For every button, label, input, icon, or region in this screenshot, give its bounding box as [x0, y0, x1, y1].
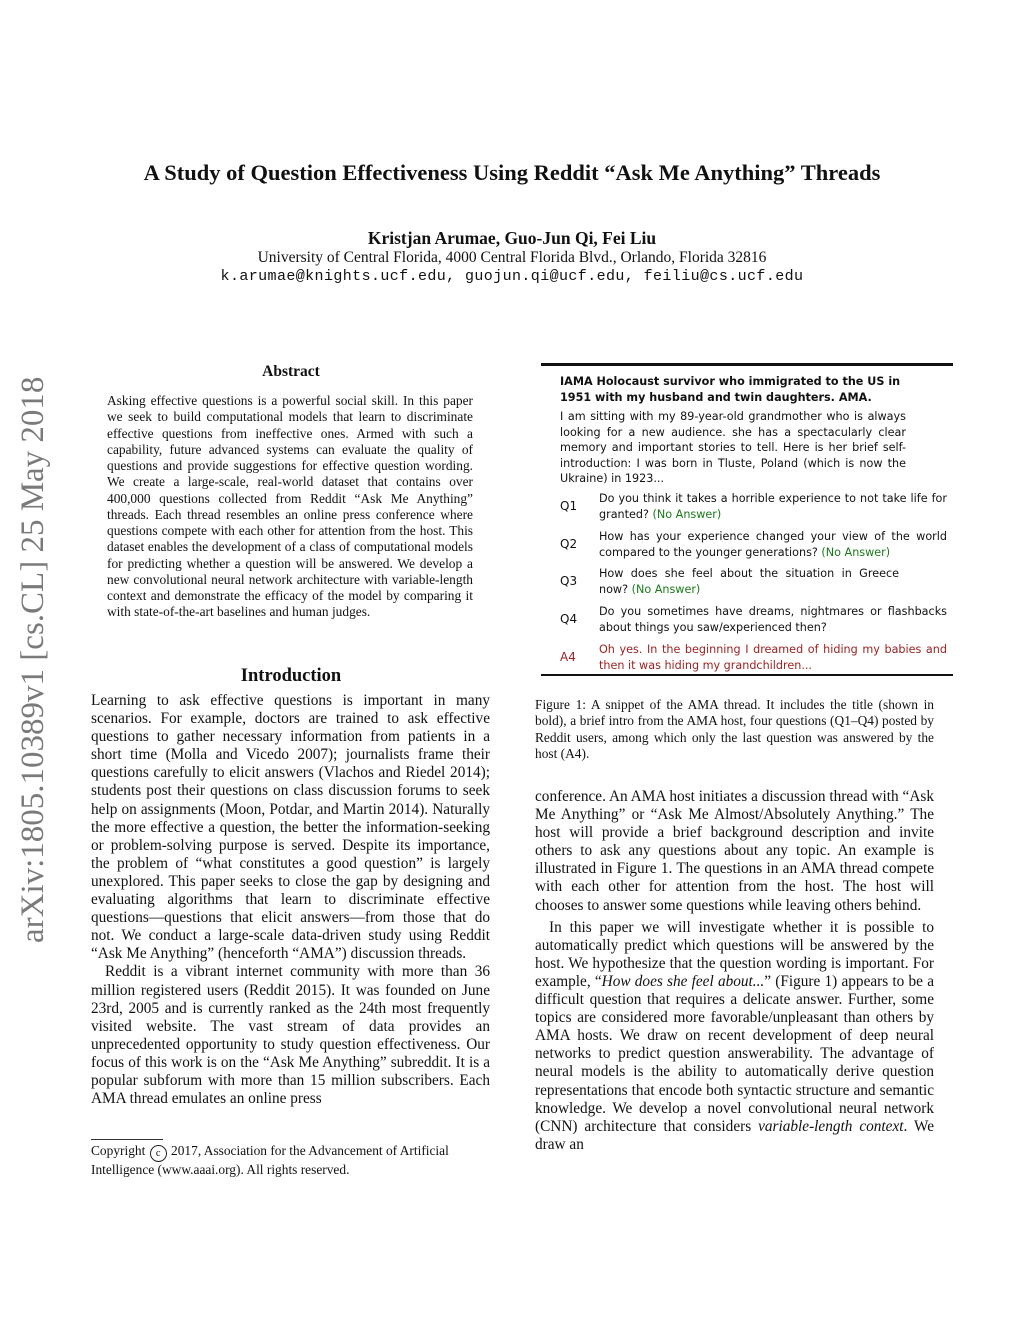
- question-label-q2: Q2: [560, 537, 578, 551]
- q3-no-answer-tag: (No Answer): [631, 582, 701, 596]
- q1-text: Do you think it takes a horrible experience to not take life for granted?: [599, 492, 947, 521]
- left-column-body: [91, 692, 490, 1108]
- abstract-heading: Abstract: [262, 363, 320, 380]
- answer-label-a4: A4: [560, 650, 576, 664]
- arxiv-identifier: arXiv:1805.10389v1 [cs.CL] 25 May 2018: [15, 376, 51, 943]
- p4-part-c: . We draw an: [535, 1117, 934, 1153]
- paper-title: A Study of Question Effectiveness Using Reddit “Ask Me Anything” Threads: [143, 160, 881, 185]
- paper-emails: k.arumae@knights.ucf.edu, guojun.qi@ucf.edu, feiliu@cs.ucf.edu: [220, 268, 804, 285]
- intro-paragraph-1: Learning to ask effective questions is important in many scenarios. For example, doctors are trained to ask effective questions to gather necessary information from patients in a short time (Molla and Vicedo 2007); journalists frame their questions carefully to elicit answers (Vlachos and Riedel 2014); students post their questions on class discussion forums to seek help on assignments (Moon, Potdar, and Martin 2014). Naturally the more effective a question, the better the information-seeking or problem-solving purpose is served. Despite its importance, the problem of “what constitutes a good question” is largely unexplored. This paper seeks to close the gap by designing and evaluating algorithms that learn to discriminate effective questions—questions that elicit answers—from those that do not. We conduct a large-scale data-driven study using Reddit “Ask Me Anything” (henceforth “AMA”) discussion threads.: [91, 692, 490, 963]
- question-label-q3: Q3: [560, 574, 578, 588]
- q4-text: Do you sometimes have dreams, nightmares or flashbacks about things you saw/experienced then?: [599, 605, 947, 634]
- ama-host-intro: I am sitting with my 89-year-old grandmother who is always looking for a new audience. she has a spectacularly clear memory and important stories to tell. Here is her brief self-introduction: I was born in Tluste, Poland (which is now the Ukraine) in 1923...: [560, 410, 906, 486]
- right-column-body: [535, 788, 934, 1154]
- copyright-symbol: c: [150, 1145, 167, 1162]
- p4-italic-quote: How does she feel about...: [601, 972, 765, 990]
- q2-no-answer-tag: (No Answer): [821, 545, 891, 559]
- copyright-footnote: [91, 1143, 490, 1179]
- paper-authors: Kristjan Arumae, Guo-Jun Qi, Fei Liu: [367, 228, 657, 248]
- introduction-heading: Introduction: [240, 666, 342, 686]
- p4-italic-term: variable-length context: [758, 1117, 904, 1135]
- footnote-pre: Copyright: [91, 1143, 146, 1158]
- intro-paragraph-2: Reddit is a vibrant internet community with more than 36 million registered users (Reddit 2015). It was founded on June 23rd, 2005 and is currently ranked as the 24th most frequently visited website. The vast stream of data provides an unprecedented opportunity to study question effectiveness. Our focus of this work is on the “Ask Me Anything” subreddit. It is a popular subforum with more than 15 million subscribers. Each AMA thread emulates an online press: [91, 963, 490, 1108]
- question-text-q4: [599, 604, 947, 635]
- question-text-q2: [599, 529, 947, 560]
- question-label-q1: Q1: [560, 499, 578, 513]
- paper-affiliation: University of Central Florida, 4000 Central Florida Blvd., Orlando, Florida 32816: [257, 249, 767, 266]
- p4-part-b: ” (Figure 1) appears to be a difficult question that requires a delicate answer. Further, some topics are considered more favorable/unpleasant than others by AMA hosts. We draw on recent development of deep neural networks to predict question answerability. The advantage of neural models is the ability to automatically derive question representations that encode both syntactic structure and semantic knowledge. We develop a novel convolutional neural network (CNN) architecture that considers: [535, 972, 934, 1135]
- p4-part-a: In this paper we will investigate whether it is possible to automatically predict which questions will be answered by the host. We hypothesize that the question wording is important. For example, “: [535, 918, 934, 990]
- abstract-body: Asking effective questions is a powerful social skill. In this paper we seek to build computational models that learn to discriminate effective questions from ineffective ones. Armed with such a capability, future advanced systems can evaluate the quality of questions and provide suggestions for effective question wording. We create a large-scale, real-world dataset that contains over 400,000 questions collected from Reddit “Ask Me Anything” threads. Each thread resembles an online press conference where questions compete with each other for attention from the host. This dataset enables the development of a class of computational models for predicting whether a question will be answered. We develop a new convolutional neural network architecture with variable-length context and demonstrate the efficacy of the model by comparing it with state-of-the-art baselines and human judges.: [107, 393, 473, 620]
- footnote-post: 2017, Association for the Advancement of Artificial Intelligence (www.aaai.org). All rights reserved.: [91, 1143, 449, 1177]
- figure-1-box: [541, 363, 953, 676]
- q1-no-answer-tag: (No Answer): [652, 507, 722, 521]
- question-text-q3: [599, 566, 899, 597]
- question-label-q4: Q4: [560, 612, 578, 626]
- intro-paragraph-4: [535, 919, 934, 1154]
- question-text-q1: [599, 491, 947, 522]
- q2-text: How has your experience changed your view of the world compared to the younger generations?: [599, 530, 947, 559]
- intro-paragraph-3: conference. An AMA host initiates a discussion thread with “Ask Me Anything” or “Ask Me Almost/Absolutely Anything.” The host will provide a brief background description and invite others to ask any questions about any topic. An example is illustrated in Figure 1. The questions in an AMA thread compete with each other for attention from the host. The host will chooses to answer some questions while leaving others behind.: [535, 788, 934, 914]
- ama-thread-title: IAMA Holocaust survivor who immigrated to the US in 1951 with my husband and twin daughters. AMA.: [560, 375, 901, 404]
- footnote-rule: [91, 1139, 163, 1140]
- answer-text-a4: Oh yes. In the beginning I dreamed of hiding my babies and then it was hiding my grandchildren...: [599, 643, 947, 672]
- q3-text: How does she feel about the situation in Greece now?: [599, 567, 899, 596]
- figure-1-caption: Figure 1: A snippet of the AMA thread. It includes the title (shown in bold), a brief intro from the AMA host, four questions (Q1–Q4) posted by Reddit users, among which only the last question was answered by the host (A4).: [535, 697, 934, 761]
